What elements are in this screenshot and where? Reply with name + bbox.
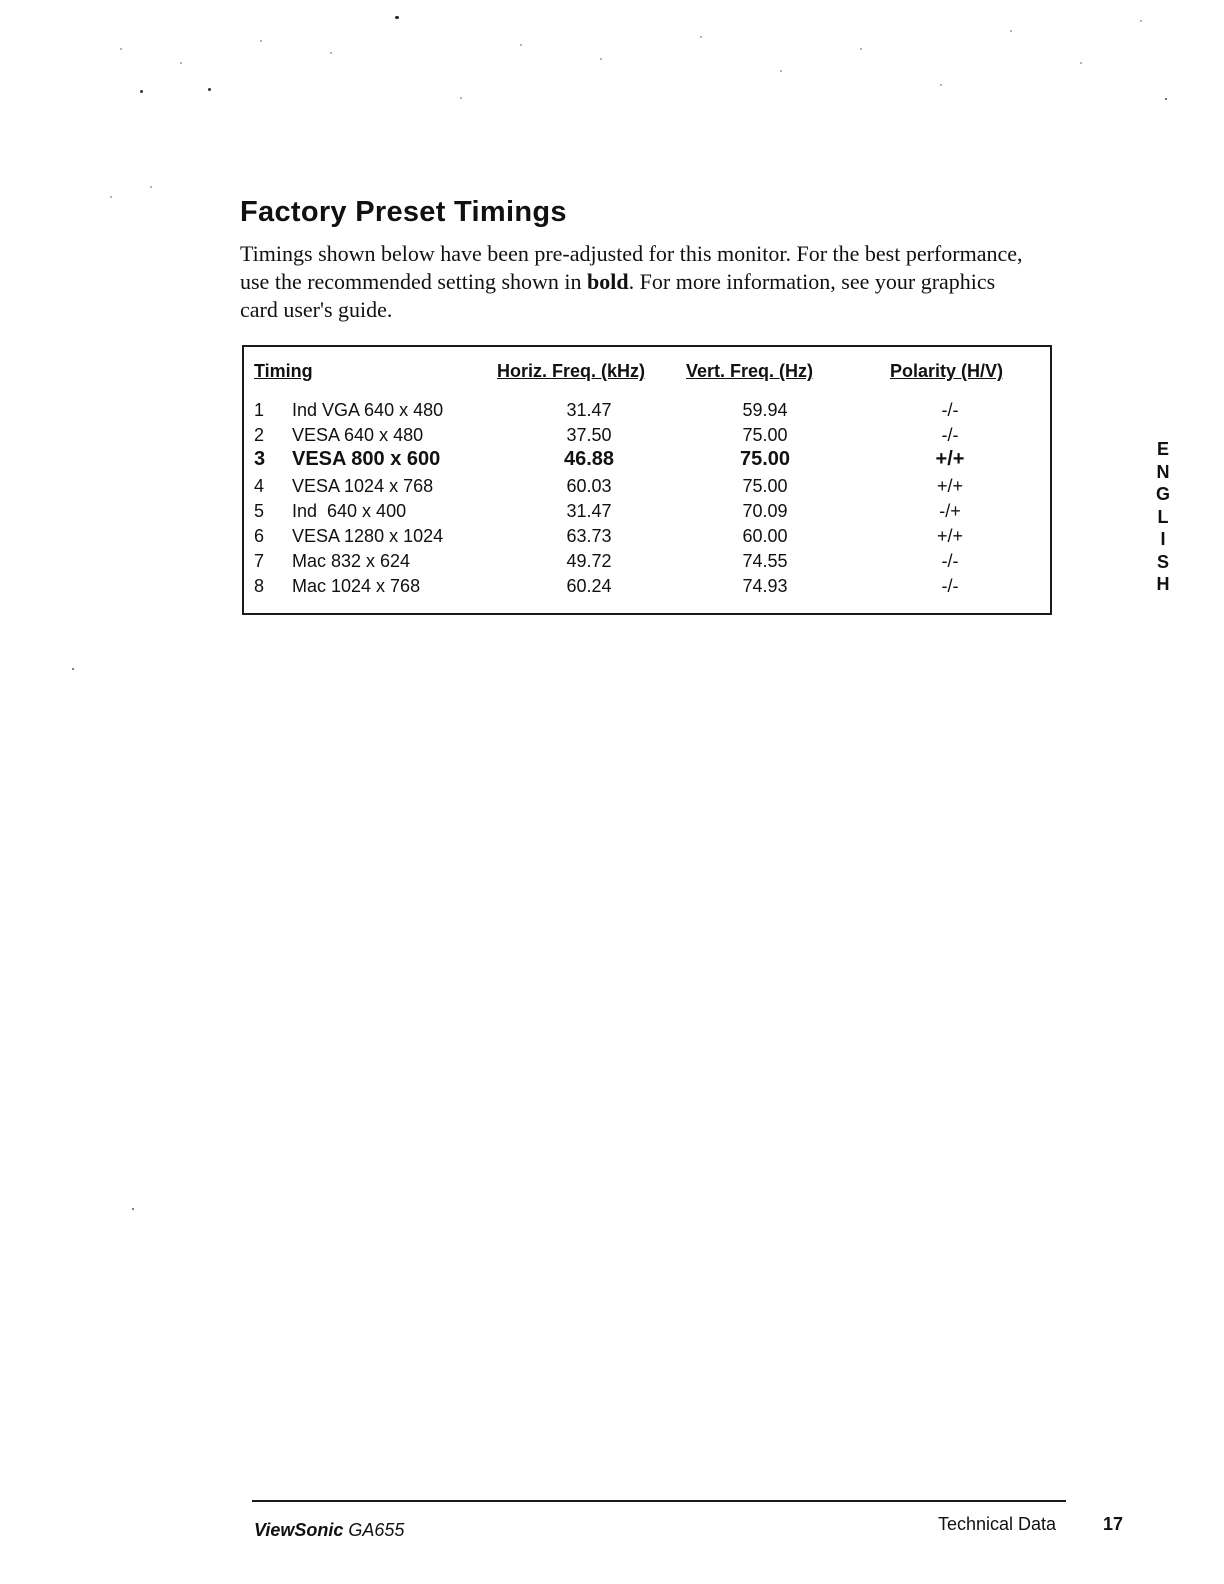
row-number: 2: [254, 425, 265, 445]
side-tab-letter: G: [1155, 484, 1170, 504]
row-horiz: 46.88: [563, 448, 615, 470]
table-row-recommended: [244, 448, 1050, 473]
row-number: 4: [254, 476, 265, 496]
row-horiz: 60.24: [566, 576, 612, 596]
table-row: [244, 576, 1050, 601]
row-vert: 60.00: [742, 526, 788, 546]
intro-bold-word: bold: [587, 269, 629, 294]
header-horiz-freq: Horiz. Freq. (kHz): [497, 361, 646, 381]
page-number: 17: [1103, 1514, 1124, 1534]
row-polarity: +/+: [935, 448, 965, 470]
footer-section-name: Technical Data: [938, 1514, 1057, 1534]
row-polarity: -/-: [941, 551, 959, 571]
table-row: [244, 425, 1050, 450]
table-row: [244, 526, 1050, 551]
row-vert: 70.09: [742, 501, 788, 521]
row-vert: 75.00: [742, 476, 788, 496]
table-row: [244, 551, 1050, 576]
row-horiz: 60.03: [566, 476, 612, 496]
footer-product: [254, 1520, 404, 1541]
row-timing: Mac 1024 x 768: [292, 576, 421, 596]
row-polarity: -/-: [941, 400, 959, 420]
row-vert: 75.00: [739, 448, 791, 470]
side-tab-letter: N: [1156, 461, 1170, 482]
side-tab-letter: L: [1157, 506, 1169, 527]
row-horiz: 63.73: [566, 526, 612, 546]
row-number: 6: [254, 526, 265, 546]
header-polarity: Polarity (H/V): [890, 361, 1004, 381]
header-vert-freq: Vert. Freq. (Hz): [686, 361, 814, 381]
row-polarity: -/-: [941, 425, 959, 445]
table-row: [244, 501, 1050, 526]
row-vert: 74.93: [742, 576, 788, 596]
row-timing: Mac 832 x 624: [292, 551, 411, 571]
row-polarity: -/+: [939, 501, 961, 521]
row-number: 3: [254, 448, 266, 470]
side-tab-letter: S: [1156, 551, 1169, 572]
row-vert: 74.55: [742, 551, 788, 571]
row-polarity: +/+: [936, 526, 964, 546]
row-vert: 75.00: [742, 425, 788, 445]
row-number: 7: [254, 551, 265, 571]
intro-text-start: Timings shown below have been pre-adjusted for this monitor. For the best performance, use the recommended setting shown in: [240, 241, 1023, 294]
side-tab-letter: H: [1156, 574, 1170, 594]
timing-table: [242, 345, 1052, 615]
side-tab-letter: I: [1160, 529, 1166, 549]
table-row: [244, 400, 1050, 425]
footer-divider: [252, 1500, 1066, 1502]
header-timing: Timing: [254, 361, 313, 381]
language-side-tab: [1152, 438, 1174, 596]
footer-model: GA655: [343, 1520, 405, 1540]
row-timing: VESA 800 x 600: [292, 448, 441, 470]
row-number: 8: [254, 576, 265, 596]
row-horiz: 49.72: [566, 551, 612, 571]
row-polarity: +/+: [936, 476, 964, 496]
intro-paragraph: [240, 240, 1030, 324]
row-timing: VESA 1280 x 1024: [292, 526, 444, 546]
row-timing: Ind 640 x 400: [292, 501, 407, 521]
table-row: [244, 476, 1050, 501]
intro-text-end: . For more information, see your graphics card user's guide.: [240, 269, 996, 322]
row-vert: 59.94: [742, 400, 788, 420]
row-polarity: -/-: [941, 576, 959, 596]
row-timing: VESA 1024 x 768: [292, 476, 434, 496]
row-timing: Ind VGA 640 x 480: [292, 400, 444, 420]
row-timing: VESA 640 x 480: [292, 425, 424, 445]
footer-brand: ViewSonic: [254, 1520, 344, 1540]
row-horiz: 37.50: [566, 425, 612, 445]
row-number: 1: [254, 400, 265, 420]
row-horiz: 31.47: [566, 400, 612, 420]
row-number: 5: [254, 501, 265, 521]
page-title: Factory Preset Timings: [240, 196, 567, 228]
row-horiz: 31.47: [566, 501, 612, 521]
side-tab-letter: E: [1156, 439, 1169, 459]
